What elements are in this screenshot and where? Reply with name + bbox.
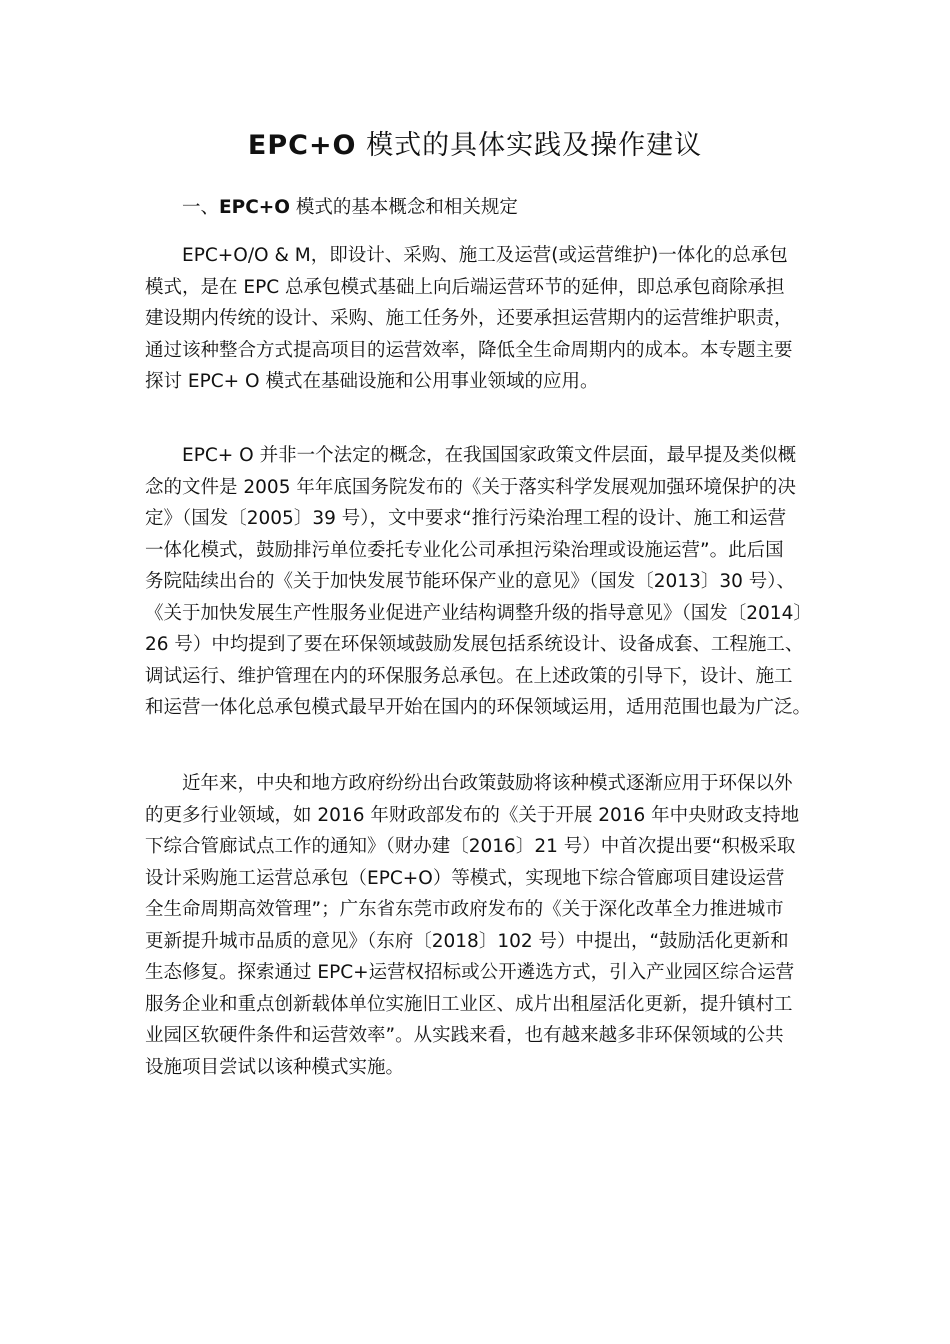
section-heading-text: 模式的基本概念和相关规定 [290,197,518,218]
document-title-text: 模式的具体实践及操作建议 [356,130,703,161]
paragraph-definition [145,240,815,398]
paragraph-line: 和运营一体化总承包模式最早开始在国内的环保领域运用，适用范围也最为广泛。 [145,697,812,718]
paragraph-line: 业园区软硬件条件和运营效率”。从实践来看，也有越来越多非环保领域的公共 [145,1025,784,1046]
paragraph-line: 念的文件是 2005 年年底国务院发布的《关于落实科学发展观加强环境保护的决 [145,476,796,498]
paragraph-line: 调试运行、维护管理在内的环保服务总承包。在上述政策的引导下，设计、施工 [145,665,793,687]
paragraph-line: 近年来，中央和地方政府纷纷出台政策鼓励将该种模式逐渐应用于环保以外 [182,773,793,794]
paragraph-line: 服务企业和重点创新载体单位实施旧工业区、成片出租屋活化更新，提升镇村工 [145,993,793,1015]
paragraph-line: 定》（国发〔2005〕39 号），文中要求“推行污染治理工程的设计、施工和运营 [145,508,787,529]
paragraph-line: 全生命周期高效管理”；广东省东莞市政府发布的《关于深化改革全力推进城市 [145,899,784,920]
section-heading-latin: EPC+O [219,197,291,218]
paragraph-line: EPC+O/O & M，即设计、采购、施工及运营(或运营维护)一体化的总承包 [182,245,788,266]
section-heading-prefix: 一、 [182,197,220,218]
paragraph-line: 一体化模式，鼓励排污单位委托专业化公司承担污染治理或设施运营”。此后国 [145,539,784,561]
paragraph-policy-history [145,440,815,724]
paragraph-line: 设施项目尝试以该种模式实施。 [145,1056,405,1078]
paragraph-line: 通过该种整合方式提高项目的运营效率，降低全生命周期内的成本。本专题主要 [145,339,793,361]
paragraph-line: EPC+ O 并非一个法定的概念，在我国国家政策文件层面，最早提及类似概 [182,445,797,466]
paragraph-line: 设计采购施工运营总承包（EPC+O）等模式，实现地下综合管廊项目建设运营 [145,867,785,889]
paragraph-line: 26 号）中均提到了要在环保领域鼓励发展包括系统设计、设备成套、工程施工、 [145,634,804,655]
paragraph-line: 务院陆续出台的《关于加快发展节能环保产业的意见》（国发〔2013〕30 号）、 [145,571,796,592]
paragraph-line: 建设期内传统的设计、采购、施工任务外，还要承担运营期内的运营维护职责， [145,308,793,329]
paragraph-line: 生态修复。探索通过 EPC+运营权招标或公开遴选方式，引入产业园区综合运营 [145,962,795,983]
paragraph-line: 更新提升城市品质的意见》（东府〔2018〕102 号）中提出，“鼓励活化更新和 [145,930,789,952]
paragraph-line: 探讨 EPC+ O 模式在基础设施和公用事业领域的应用。 [145,371,599,392]
document-title-latin: EPC+O [247,130,357,161]
paragraph-line: 下综合管廊试点工作的通知》（财办建〔2016〕21 号）中首次提出要“积极采取 [145,836,796,857]
paragraph-recent-practice [145,768,815,1083]
paragraph-line: 模式，是在 EPC 总承包模式基础上向后端运营环节的延伸，即总承包商除承担 [145,276,785,298]
section-heading [145,192,815,224]
document-title [0,128,950,164]
paragraph-line: 的更多行业领域，如 2016 年财政部发布的《关于开展 2016 年中央财政支持地 [145,804,800,826]
paragraph-line: 《关于加快发展生产性服务业促进产业结构调整升级的指导意见》（国发〔2014〕 [145,602,812,624]
